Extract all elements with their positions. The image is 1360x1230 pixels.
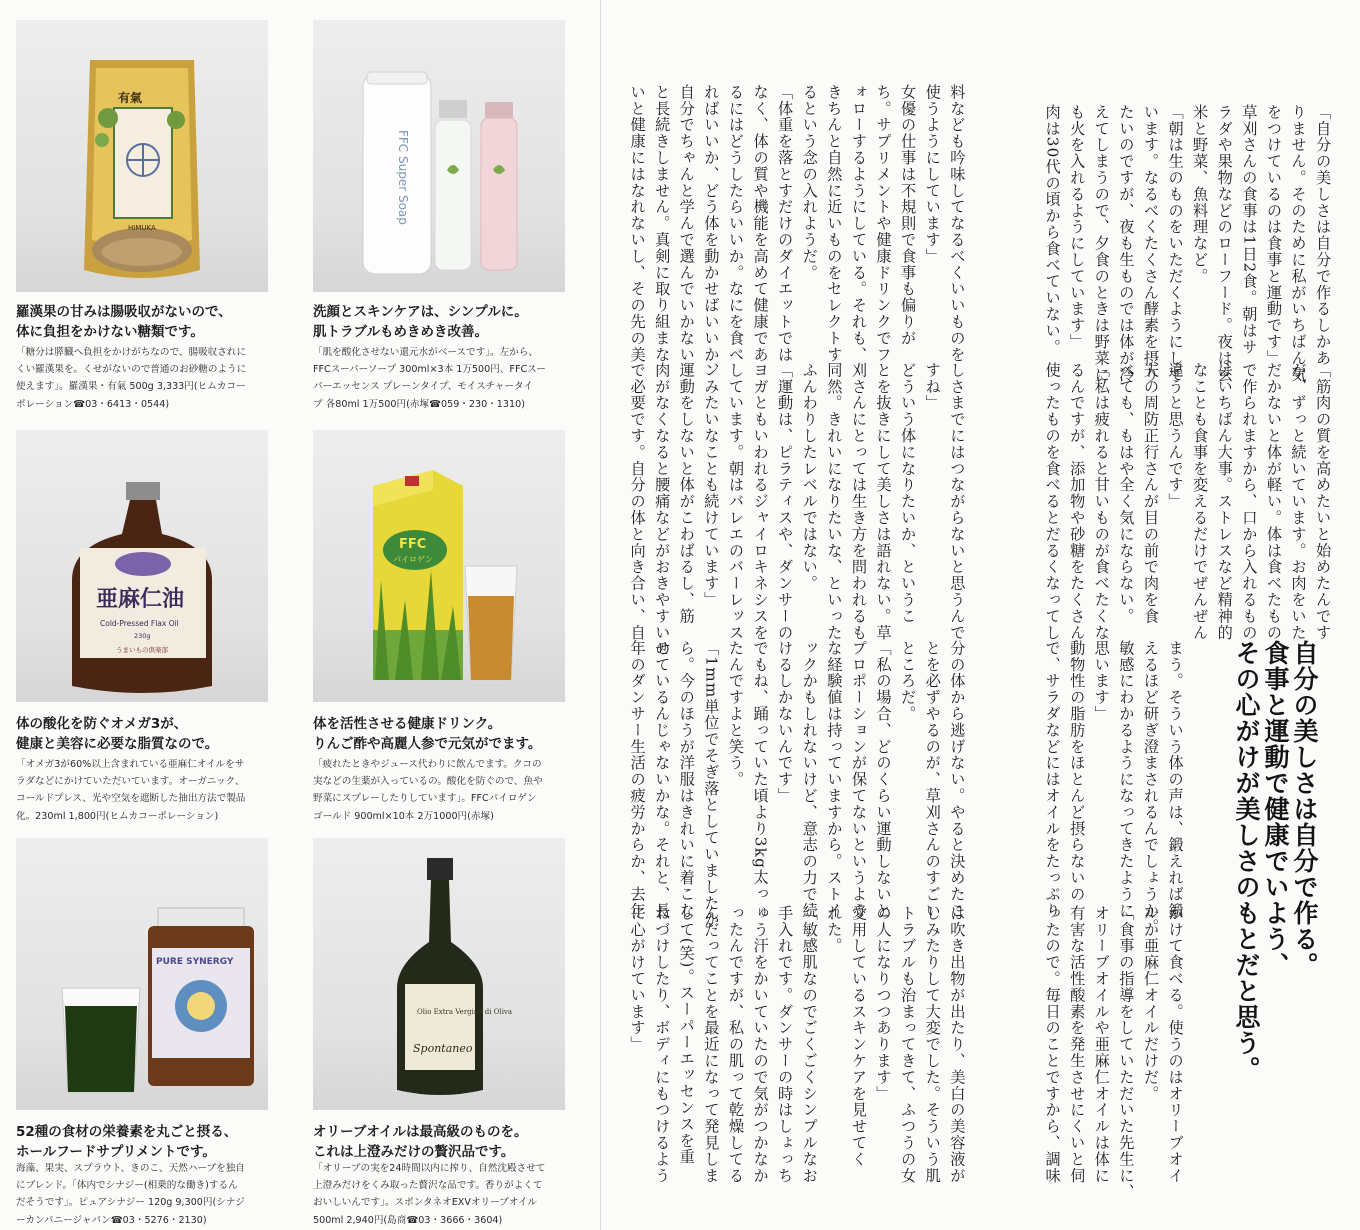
product-headline-5 bbox=[16, 1122, 237, 1162]
description-line: 500ml 2,940円(島商☎03・3666・3604) bbox=[313, 1214, 503, 1226]
product-headline-2 bbox=[313, 302, 528, 342]
flax-label-sub: Cold-Pressed Flax Oil bbox=[100, 619, 179, 628]
article-column-5 bbox=[1040, 640, 1188, 936]
article-line: 「体重を落とすだけのダイエットでは bbox=[776, 84, 795, 363]
olive-label-brand: Spontaneo bbox=[413, 1042, 473, 1055]
description-line: 「オリーブの実を24時間以内に搾り、自然沈殿させて bbox=[313, 1163, 546, 1174]
article-line: な経験値は持っていますから。ストイ bbox=[825, 640, 844, 919]
synergy-label: PURE SYNERGY bbox=[156, 957, 234, 967]
flax-oil-bottle-image bbox=[16, 430, 268, 702]
description-line: 使えます」。羅漢果・有氣 500g 3,333円(ヒムカコー bbox=[16, 381, 246, 393]
article-column-7 bbox=[1040, 905, 1188, 1201]
article-line: なことも食事を変えるだけでぜんぜん bbox=[1191, 362, 1210, 641]
description-line: コールドプレス、光や空気を遮断した抽出方法で製品 bbox=[16, 793, 246, 805]
article-line: ルか亜麻仁オイルだけだ。 bbox=[1141, 905, 1160, 1102]
soap-label: FFC Super Soap bbox=[396, 130, 410, 225]
article-line: んだってことを最近になって発見しま bbox=[702, 905, 721, 1184]
article-line: 「私の場合、どのくらい運動しないと bbox=[874, 640, 893, 919]
description-line: 化。230ml 1,800円(ヒムカコーポレーション) bbox=[16, 810, 219, 822]
article-line: 刈さんにとっては生き方を問われるも bbox=[849, 362, 868, 641]
article-line: ヨガともいわれるジャイロキネシスを bbox=[751, 362, 770, 641]
description-line: おいしいんです」。スポンタネオEXVオリーブオイル bbox=[313, 1197, 538, 1209]
article-line: 思います」 bbox=[1092, 640, 1111, 722]
article-line: 「運動は、ピラティスや、ダンサーの bbox=[776, 362, 795, 641]
product-headline-3 bbox=[16, 714, 218, 754]
article-column-6 bbox=[625, 640, 969, 929]
article-line: でもね、踊っていた頃より3kg太っ bbox=[751, 640, 770, 902]
article-line: ねづけしたり、ボディにもつけるよう bbox=[653, 905, 672, 1184]
article-line: ックかもしれないけど、意志の力で続 bbox=[800, 640, 819, 919]
headline-line: 体に負担をかけない糖類です。 bbox=[16, 324, 204, 340]
product-photo-ffc-soap bbox=[313, 20, 565, 292]
drink-label-sub: パイロゲン bbox=[393, 555, 433, 564]
product-photo-ffc-drink bbox=[313, 430, 565, 702]
product-photo-olive-oil bbox=[313, 838, 565, 1110]
description-line: くい羅漢果を。くせがないので普通のお砂糖のように bbox=[16, 364, 247, 376]
description-line: 野菜にスプレーしたりしています」。FFCパイロゲン bbox=[313, 793, 537, 805]
article-line: 料なども吟味してなるべくいいものを bbox=[948, 84, 967, 363]
description-line: 実などの生薬が入っているの。酸化を防ぐので、魚や bbox=[313, 776, 543, 788]
article-line: きちんと自然に近いものをセレクトす bbox=[825, 84, 844, 363]
article-line: るという念の入れようだ。 bbox=[800, 84, 819, 281]
product-description-3 bbox=[16, 756, 245, 825]
article-line: 「自分の美しさは自分で作るしかあ bbox=[1314, 104, 1333, 367]
rakanka-pouch-image bbox=[16, 20, 268, 292]
article-line: ゅう汗をかいていたので気がつかなか bbox=[751, 905, 770, 1184]
pure-synergy-image bbox=[16, 838, 268, 1110]
article-line: で、サラダなどにはオイルをたっぷり bbox=[1043, 640, 1062, 919]
article-line: ラダや果物などのローフード。夜は玄 bbox=[1215, 104, 1234, 383]
description-line: 「肌を酸化させない還元水がベースです」。左から、 bbox=[313, 347, 538, 358]
article-line: をつけているのは食事と運動です」 bbox=[1264, 104, 1283, 367]
product-headline-6 bbox=[313, 1122, 528, 1162]
article-line: れた。 bbox=[825, 905, 844, 955]
article-line: 動物性の脂肪をほとんど摂らないの bbox=[1068, 640, 1087, 903]
product-headline-1 bbox=[16, 302, 232, 342]
article-line: 分の体から逃げない。やると決めたこ bbox=[948, 640, 967, 919]
article-line: 肉がなくなると腰痛などがおきやすいの bbox=[653, 362, 672, 658]
product-description-6 bbox=[313, 1160, 545, 1229]
headline-line: 体の酸化を防ぐオメガ3が、 bbox=[16, 716, 188, 732]
article-line: たいのですが、夜も生ものでは体が冷 bbox=[1117, 104, 1136, 383]
article-line: 年のダンサー生活の疲労からか、去年 bbox=[628, 640, 647, 919]
drink-label-brand: FFC bbox=[399, 537, 427, 552]
headline-line: これは上澄みだけの贅沢品です。 bbox=[313, 1144, 515, 1160]
description-line: ラダなどにかけていただいています。オーガニック、 bbox=[16, 776, 245, 788]
article-line: 自分でちゃんと学んで選んでいかない bbox=[677, 84, 696, 363]
article-line: 有害な活性酸素を発生させにくいと伺 bbox=[1068, 905, 1087, 1184]
description-line: 「オメガ3が60%以上含まれている亜麻仁オイルをサ bbox=[16, 759, 245, 770]
article-line: トラブルも治まってきて、ふつうの女 bbox=[899, 905, 918, 1184]
article-line: 「敏感肌なのでごくごくシンプルなお bbox=[800, 905, 819, 1184]
article-line: ふんわりしたレベルではない。 bbox=[800, 362, 819, 592]
article-line: して(笑)。スーパーエッセンスを重 bbox=[677, 905, 696, 1166]
article-line: います。なるべくたくさん酵素を摂り bbox=[1141, 104, 1160, 383]
article-line: ところだ。 bbox=[899, 640, 918, 722]
headline-line: りんご酢や高麗人参で元気がでます。 bbox=[313, 736, 542, 752]
article-line: けるしかないんです」 bbox=[776, 640, 795, 804]
article-line: 草刈さんの食事は1日2食。朝はサ bbox=[1240, 104, 1259, 356]
article-line: ち。サプリメントや健康ドリンクでフ bbox=[874, 84, 893, 363]
article-line: 「私は疲れると甘いものが食べたくな bbox=[1092, 362, 1111, 641]
article-line: 肉は30代の頃から食べていない。 bbox=[1043, 104, 1062, 356]
article-line: オリーブオイルや亜麻仁オイルは体に bbox=[1092, 905, 1111, 1184]
article-column-4 bbox=[625, 362, 969, 658]
article-line: ら。今のほうが洋服はきれいに着こな bbox=[677, 640, 696, 919]
description-line: ポレーション☎03・6413・0544) bbox=[16, 398, 170, 410]
description-line: パーエッセンス プレーンタイプ、モイスチャータイ bbox=[313, 381, 533, 393]
article-column-8 bbox=[625, 905, 969, 1184]
headline-line: 体を活性させる健康ドリンク。 bbox=[313, 716, 502, 732]
product-headline-4 bbox=[313, 714, 541, 754]
article-line: 違うと思うんです」 bbox=[1166, 362, 1185, 510]
article-line: しみたりして大変でした。そういう肌 bbox=[923, 905, 942, 1184]
article-line: で必要です。自分の体と向き合い、自 bbox=[628, 362, 647, 641]
article-line: で作られますから、口から入れるもの bbox=[1240, 362, 1259, 641]
article-line: 同然。きれいになりたいな、といった bbox=[825, 362, 844, 641]
description-line: ゴールド 900ml×10本 2万1000円(赤塚) bbox=[313, 810, 494, 822]
article-line: とを抜きにして美しさは語れない。草 bbox=[874, 362, 893, 641]
headline-line: 肌トラブルもめきめき改善。 bbox=[313, 324, 488, 340]
article-line: 夫の周防正行さんが目の前で肉を食 bbox=[1141, 362, 1160, 625]
article-line: 運動をしないと体がこわばるし、筋 bbox=[677, 362, 696, 625]
article-line: せているんじゃないかな。それと、長 bbox=[653, 640, 672, 919]
flax-label-brand: うまいもの倶楽部 bbox=[116, 646, 168, 654]
article-line: は吹き出物が出たり、美白の美容液が bbox=[948, 905, 967, 1184]
product-description-4 bbox=[313, 756, 543, 825]
article-line: に心がけています」 bbox=[628, 905, 647, 1053]
article-line: 使うようにしています」 bbox=[923, 84, 942, 265]
description-line: だそうです」。ピュアシナジー 120g 9,300円(シナジ bbox=[16, 1197, 245, 1209]
article-line: ォローするようにしている。それも、 bbox=[849, 84, 868, 363]
article-line: 米と野菜、魚料理など。 bbox=[1191, 104, 1210, 285]
description-line: FFCスーパーソープ 300ml×3本 1万500円、FFCスー bbox=[313, 364, 546, 376]
article-line: 「食事の指導をしていただいた先生に、 bbox=[1117, 905, 1136, 1201]
article-line: えるほど研ぎ澄まされるんでしょうか。 bbox=[1141, 640, 1160, 936]
olive-oil-bottle-image bbox=[313, 838, 565, 1110]
gutter-divider bbox=[600, 0, 601, 1230]
headline-line: 羅漢果の甘みは腸吸収がないので、 bbox=[16, 304, 232, 320]
article-line: 「朝は生のものをいただくようにして bbox=[1166, 104, 1185, 383]
article-column-3 bbox=[1040, 362, 1335, 640]
article-line: るんですが、添加物や砂糖をたくさん bbox=[1068, 362, 1087, 641]
description-line: プ 各80ml 1万500円(赤塚☎059・230・1310) bbox=[313, 398, 525, 410]
article-line: が、ずっと続いています。お肉をいた bbox=[1289, 362, 1308, 641]
description-line: 上澄みだけをくみ取った贅沢な品です。香りがよくて bbox=[313, 1180, 543, 1192]
product-description-5 bbox=[16, 1160, 245, 1229]
headline-line: 洗顔とスキンケアは、シンプルに。 bbox=[313, 304, 528, 320]
article-line: だかないと体が軽い。体は食べたもの bbox=[1264, 362, 1283, 641]
article-line: たんですよと笑う。 bbox=[726, 640, 745, 788]
article-line: 「筋肉の質を高めたいと始めたんです bbox=[1314, 362, 1333, 641]
description-line: にブレンド。「体内でシナジー(相乗的な働き)するん bbox=[16, 1180, 238, 1192]
product-photo-pure-synergy bbox=[16, 838, 268, 1110]
description-line: 海藻、果実、スプラウト、きのこ、天然ハーブを独自 bbox=[16, 1163, 245, 1174]
description-line: 「糖分は膵臓へ負担をかけがちなので、腸吸収されに bbox=[16, 347, 247, 358]
article-line: ったんですが、私の肌って乾燥してる bbox=[726, 905, 745, 1184]
product-description-1 bbox=[16, 344, 246, 413]
headline-line: ホールフードサプリメントです。 bbox=[16, 1144, 216, 1160]
article-line: 女優の仕事は不規則で食事も偏りが bbox=[899, 84, 918, 347]
headline-line: 52種の食材の栄養素を丸ごと摂る、 bbox=[16, 1124, 238, 1140]
description-line: 「疲れたときやジュース代わりに飲んでます。クコの bbox=[313, 759, 542, 770]
article-line: ンみたいなことも続けています」 bbox=[702, 362, 721, 608]
article-title-line: 自分の美しさは自分で作る。 bbox=[1290, 640, 1319, 978]
olive-label-line: Olio Extra Vergine di Oliva bbox=[417, 1008, 513, 1016]
article-line: しさまでにはつながらないと思うんで bbox=[948, 362, 967, 641]
article-line: まう。そういう体の声は、鍛えれば鍛 bbox=[1166, 640, 1185, 919]
article-title bbox=[1232, 640, 1319, 1200]
article-line: かけて食べる。使うのはオリーブオイ bbox=[1166, 905, 1185, 1184]
article-line: いと健康にはなれないし、その先の美 bbox=[628, 84, 647, 363]
article-title-line: 食事と運動で健康でいよう、 bbox=[1261, 640, 1290, 978]
article-title-line: その心がけが美しさのもとだと思う。 bbox=[1232, 640, 1261, 1082]
headline-line: オリーブオイルは最高級のものを。 bbox=[313, 1124, 528, 1140]
article-line: プロポーションが保てないというよう bbox=[849, 640, 868, 919]
article-line: も火を入れるようにしています」 bbox=[1068, 104, 1087, 350]
article-line: と長続きしません。真剣に取り組まな bbox=[653, 84, 672, 363]
article-line: どういう体になりたいか、というこ bbox=[899, 362, 918, 625]
article-line: ったので。毎日のことですから、調味 bbox=[1043, 905, 1062, 1184]
description-line: ーカンパニージャパン☎03・5276・2130) bbox=[16, 1214, 207, 1226]
article-line: えてしまうので、夕食のときは野菜に bbox=[1092, 104, 1111, 383]
article-line: 使ったものを食べるとだるくなってし bbox=[1043, 362, 1062, 641]
article-line: すね」 bbox=[923, 362, 942, 412]
product-description-2 bbox=[313, 344, 546, 413]
article-line: とを必ずやるのが、草刈さんのすごい bbox=[923, 640, 942, 919]
product-photo-flax-oil bbox=[16, 430, 268, 702]
article-line: 手入れです。ダンサーの時はしょっち bbox=[776, 905, 795, 1184]
ffc-bottles-image bbox=[313, 20, 565, 292]
article-line: るにはどうしたらいいか。なにを食べ bbox=[726, 84, 745, 363]
article-line: しています。朝はバレエのバーレッス bbox=[726, 362, 745, 641]
article-line: ればいいか、どう体を動かせばいいか、 bbox=[702, 84, 721, 380]
pouch-label-brand: HIMUKA bbox=[128, 224, 156, 232]
headline-line: 健康と美容に必要な脂質なので。 bbox=[16, 736, 219, 752]
article-line: 敏感にわかるようになってきたように bbox=[1117, 640, 1136, 919]
article-line: なく、体の質や機能を高めて健康であ bbox=[751, 84, 770, 363]
flax-label-weight: 230g bbox=[134, 632, 151, 640]
article-line: りません。そのために私がいちばん気 bbox=[1289, 104, 1308, 383]
ffc-drink-image bbox=[313, 430, 565, 702]
article-line: の人になりつつあります」 bbox=[874, 905, 893, 1102]
flax-label-title: 亜麻仁油 bbox=[96, 586, 185, 612]
article-line: 「1mm単位でそぎ落としていましたか bbox=[702, 640, 721, 929]
pouch-label-title: 有氣 bbox=[118, 91, 143, 105]
article-line: 愛用しているスキンケアを見せてく bbox=[849, 905, 868, 1168]
article-line: はいちばん大事。ストレスなど精神的 bbox=[1215, 362, 1234, 641]
article-line: べても、もはや全く気にならない。 bbox=[1117, 362, 1136, 625]
product-photo-rakanka bbox=[16, 20, 268, 292]
